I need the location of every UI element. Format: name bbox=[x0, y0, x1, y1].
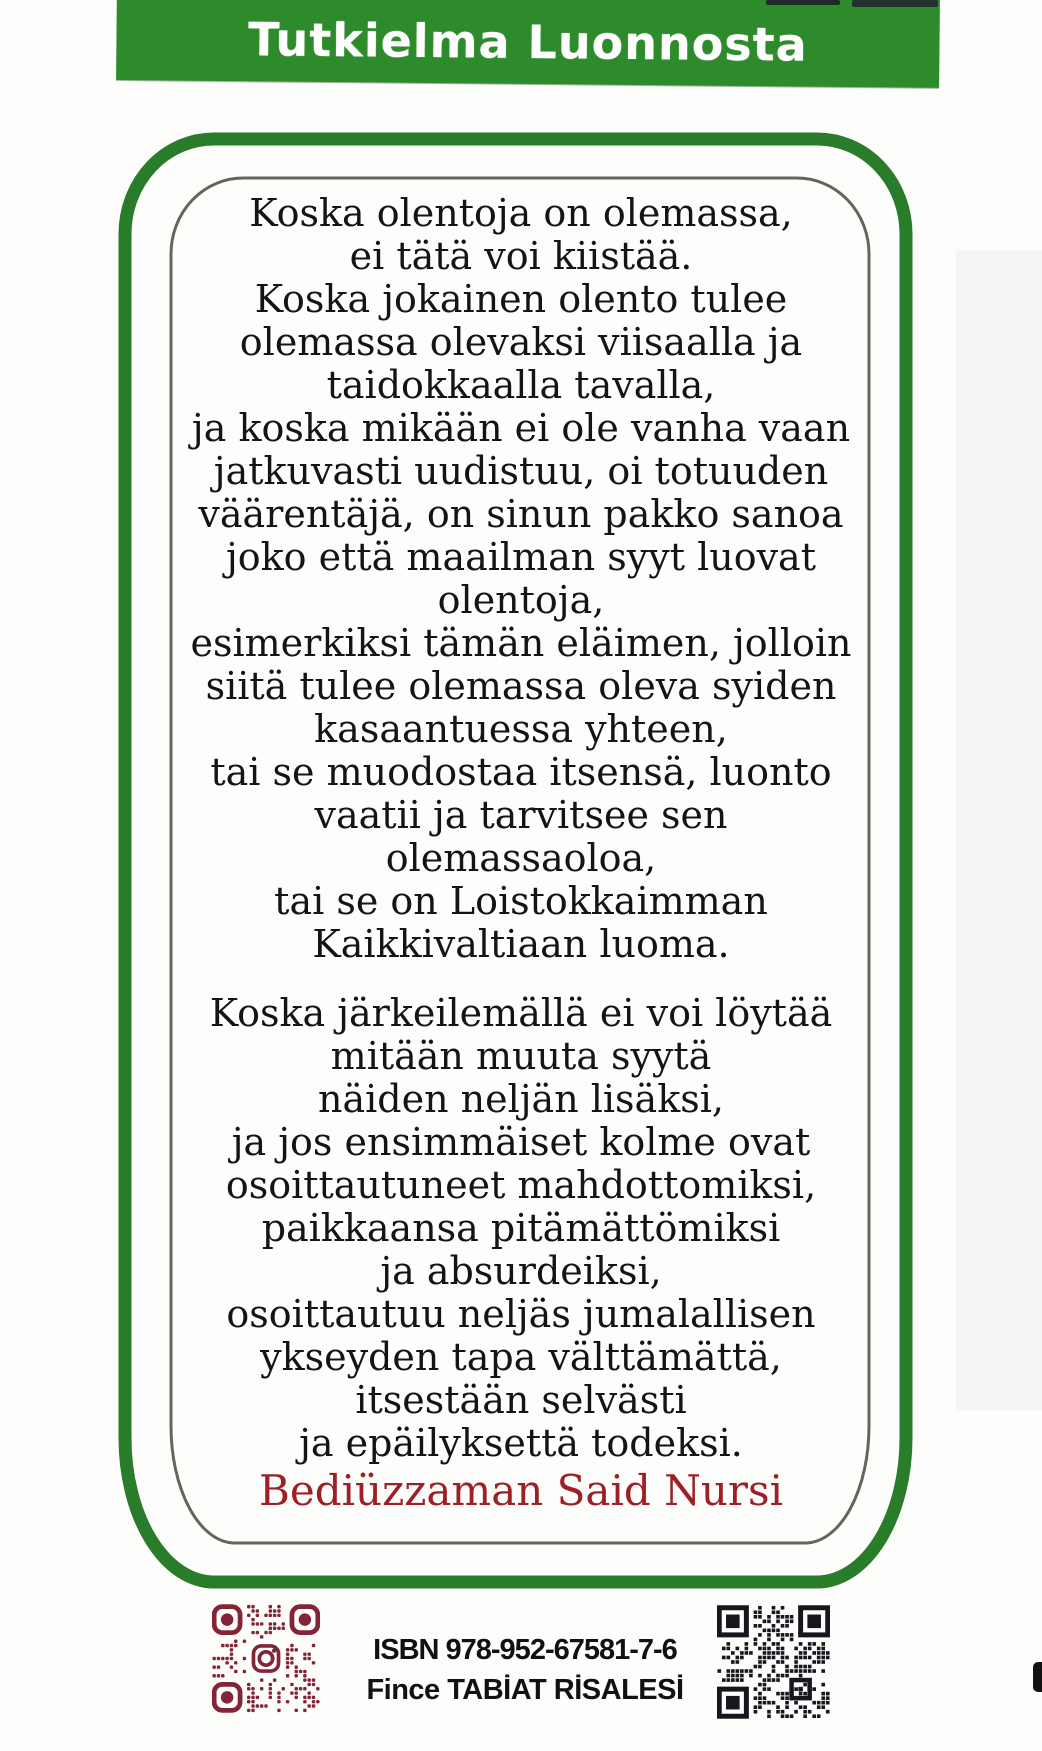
title-banner bbox=[116, 0, 940, 88]
quote-line: mitään muuta syytä bbox=[330, 1034, 712, 1078]
quote-line: vaatii ja tarvitsee sen bbox=[314, 793, 728, 837]
quote-line: taidokkaalla tavalla, bbox=[326, 363, 716, 407]
quote-line: ei tätä voi kiistää. bbox=[349, 234, 693, 278]
quote-line: ykseyden tapa välttämättä, bbox=[260, 1335, 782, 1379]
quote-line: osoittautuu neljäs jumalallisen bbox=[226, 1292, 816, 1336]
scan-artifact bbox=[766, 0, 840, 5]
paragraph-1 bbox=[150, 192, 892, 966]
qr-code bbox=[717, 1605, 830, 1719]
attribution-author: Bediüzzaman Said Nursi bbox=[259, 1466, 783, 1515]
quote-line: Koska jokainen olento tulee bbox=[254, 277, 788, 321]
edition-text: Fince TABİAT RİSALESİ bbox=[366, 1674, 684, 1706]
quote-line: olemassaoloa, bbox=[385, 836, 657, 880]
quote-line: siitä tulee olemassa oleva syiden bbox=[205, 664, 837, 708]
quote-line: olentoja, bbox=[437, 578, 605, 622]
quote-line: ja epäilyksettä todeksi. bbox=[299, 1421, 743, 1465]
isbn-block bbox=[290, 1630, 760, 1710]
scan-artifact bbox=[852, 0, 938, 7]
quote-line: näiden neljän lisäksi, bbox=[318, 1077, 724, 1121]
page-edge-shading bbox=[956, 250, 1042, 1410]
quote-line: Kaikkivaltiaan luoma. bbox=[312, 922, 730, 966]
clipped-edge-mark bbox=[1033, 1662, 1042, 1692]
quote-line: esimerkiksi tämän eläimen, jolloin bbox=[190, 621, 852, 665]
isbn-text: ISBN 978-952-67581-7-6 bbox=[373, 1634, 677, 1666]
quote-line: väärentäjä, on sinun pakko sanoa bbox=[198, 492, 844, 536]
quote-line: jatkuvasti uudistuu, oi totuuden bbox=[213, 449, 829, 493]
quote-line: paikkaansa pitämättömiksi bbox=[261, 1206, 781, 1250]
banner-title: Tutkielma Luonnosta bbox=[247, 12, 808, 72]
quote-line: ja koska mikään ei ole vanha vaan bbox=[191, 406, 851, 450]
quote-line: tai se muodostaa itsensä, luonto bbox=[210, 750, 832, 794]
quote-line: Koska järkeilemällä ei voi löytää bbox=[209, 991, 833, 1035]
quote-line: itsestään selvästi bbox=[355, 1378, 687, 1422]
quote-text bbox=[150, 192, 892, 1465]
quote-line: osoittautuneet mahdottomiksi, bbox=[225, 1163, 817, 1207]
quote-line: Koska olentoja on olemassa, bbox=[249, 191, 793, 235]
quote-line: joko että maailman syyt luovat bbox=[226, 535, 816, 579]
quote-line: ja jos ensimmäiset kolme ovat bbox=[231, 1120, 811, 1164]
paragraph-2 bbox=[150, 992, 892, 1465]
quote-line: kasaantuessa yhteen, bbox=[314, 707, 728, 751]
quote-line: ja absurdeiksi, bbox=[380, 1249, 662, 1293]
quote-line: olemassa olevaksi viisaalla ja bbox=[239, 320, 803, 364]
quote-line: tai se on Loistokkaimman bbox=[274, 879, 768, 923]
